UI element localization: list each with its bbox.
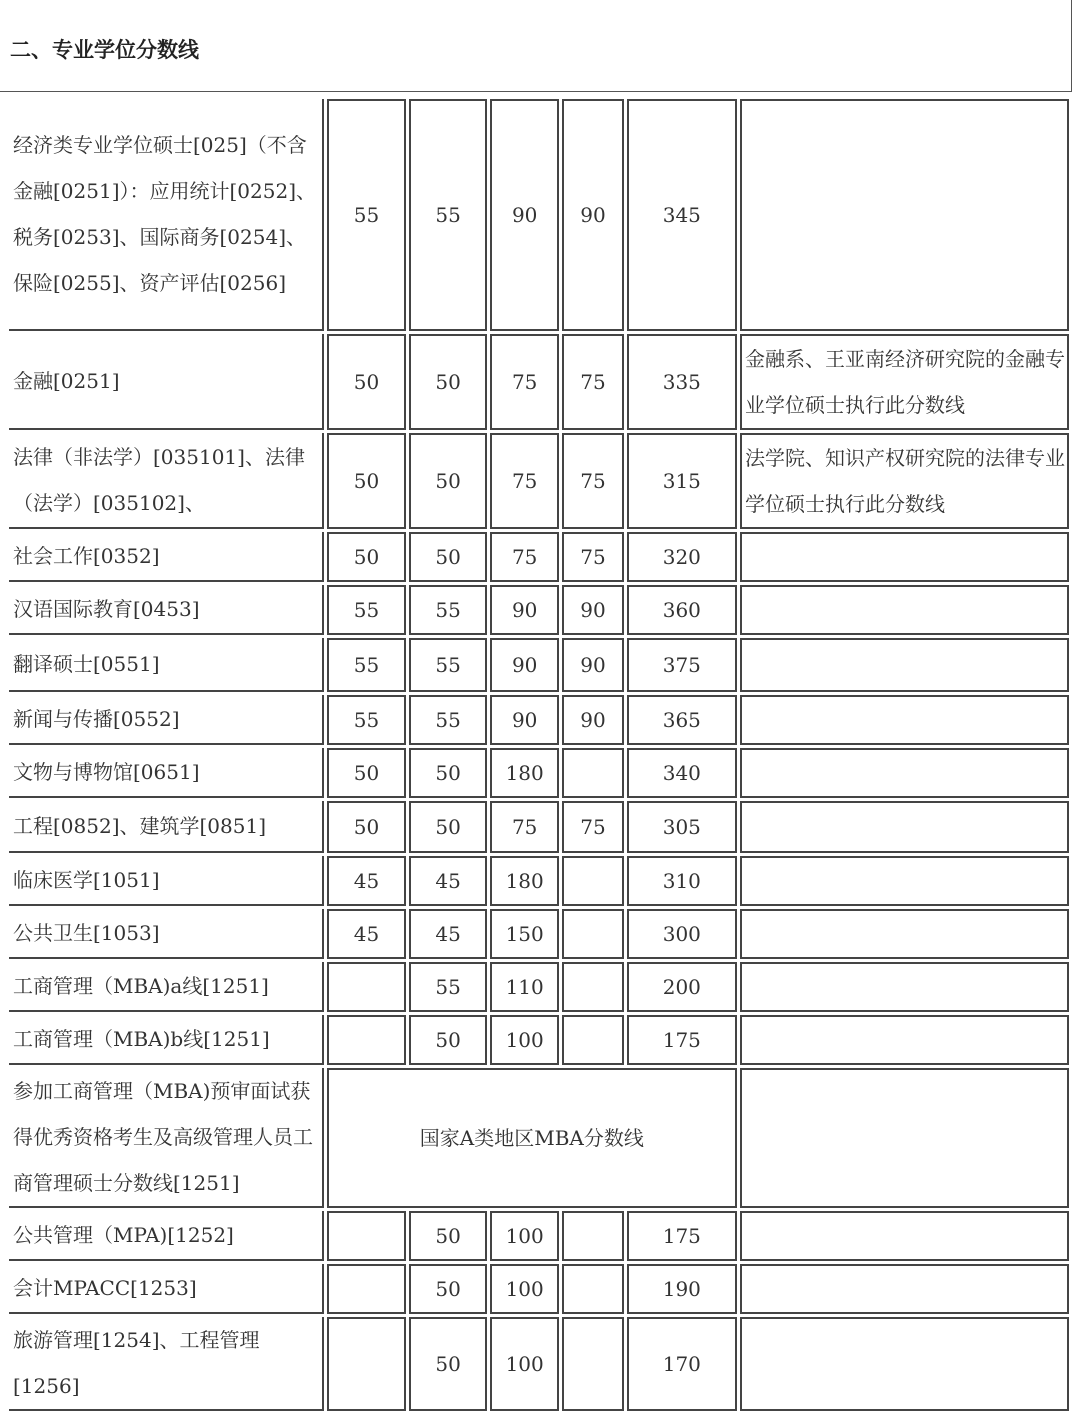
section-title: 二、专业学位分数线: [10, 38, 199, 62]
score-cell-1: 50: [327, 748, 407, 798]
score-cell-3: 90: [490, 99, 559, 331]
note-cell: [740, 99, 1069, 331]
score-cell-4: [562, 1015, 623, 1065]
table-row: [9, 909, 1069, 959]
score-cell-1: 55: [327, 695, 407, 745]
total-score-cell: 375: [627, 638, 737, 692]
score-cell-4: [562, 856, 623, 906]
score-cell-3: 110: [490, 962, 559, 1012]
program-name-cell: 金融[0251]: [9, 334, 324, 430]
program-name-cell: 社会工作[0352]: [9, 532, 324, 582]
note-cell: [740, 638, 1069, 692]
total-score-cell: 345: [627, 99, 737, 331]
score-cell-2: 55: [409, 695, 487, 745]
note-cell: [740, 695, 1069, 745]
note-cell: 法学院、知识产权研究院的法律专业学位硕士执行此分数线: [740, 433, 1069, 529]
total-score-cell: 305: [627, 801, 737, 853]
score-cell-3: 90: [490, 695, 559, 745]
score-cell-4: 75: [562, 801, 623, 853]
total-score-cell: 365: [627, 695, 737, 745]
table-row: [9, 748, 1069, 798]
table-row: [9, 1264, 1069, 1314]
table-row: [9, 695, 1069, 745]
score-cell-1: 50: [327, 801, 407, 853]
note-cell: [740, 748, 1069, 798]
table-row: [9, 1211, 1069, 1261]
program-name-cell: 会计MPACC[1253]: [9, 1264, 324, 1314]
score-cell-1: 55: [327, 585, 407, 635]
note-cell: [740, 532, 1069, 582]
program-name-cell: 法律（非法学）[035101]、法律（法学）[035102]、: [9, 433, 324, 529]
note-cell: 金融系、王亚南经济研究院的金融专业学位硕士执行此分数线: [740, 334, 1069, 430]
score-cell-1: 55: [327, 99, 407, 331]
score-cell-3: 75: [490, 801, 559, 853]
program-name-cell: 旅游管理[1254]、工程管理[1256]: [9, 1317, 324, 1411]
score-cell-4: 90: [562, 585, 623, 635]
score-cell-3: 75: [490, 532, 559, 582]
total-score-cell: 200: [627, 962, 737, 1012]
total-score-cell: 320: [627, 532, 737, 582]
score-cell-4: 75: [562, 433, 623, 529]
score-cell-1: 50: [327, 334, 407, 430]
score-cell-1: [327, 962, 407, 1012]
table-row: [9, 585, 1069, 635]
score-cell-2: 55: [409, 99, 487, 331]
score-cell-1: [327, 1015, 407, 1065]
score-cell-2: 45: [409, 909, 487, 959]
score-cell-3: 75: [490, 334, 559, 430]
score-cell-4: [562, 909, 623, 959]
score-cell-3: 100: [490, 1211, 559, 1261]
score-cell-4: [562, 1264, 623, 1314]
table-row: [9, 638, 1069, 692]
total-score-cell: 310: [627, 856, 737, 906]
score-cell-2: 50: [409, 1211, 487, 1261]
score-table: [6, 96, 1072, 1414]
score-cell-1: 50: [327, 433, 407, 529]
score-cell-3: 180: [490, 856, 559, 906]
program-name-cell: 临床医学[1051]: [9, 856, 324, 906]
score-cell-3: 100: [490, 1264, 559, 1314]
score-cell-4: [562, 962, 623, 1012]
program-name-cell: 汉语国际教育[0453]: [9, 585, 324, 635]
score-cell-4: [562, 748, 623, 798]
score-cell-4: 90: [562, 99, 623, 331]
score-cell-4: [562, 1211, 623, 1261]
score-cell-2: 50: [409, 801, 487, 853]
table-row: [9, 1015, 1069, 1065]
program-name-cell: 工商管理（MBA)a线[1251]: [9, 962, 324, 1012]
score-cell-3: 100: [490, 1317, 559, 1411]
score-cell-2: 55: [409, 962, 487, 1012]
total-score-cell: 340: [627, 748, 737, 798]
score-cell-3: 90: [490, 638, 559, 692]
table-row: [9, 1068, 1069, 1208]
program-name-cell: 工程[0852]、建筑学[0851]: [9, 801, 324, 853]
score-cell-2: 45: [409, 856, 487, 906]
total-score-cell: 360: [627, 585, 737, 635]
table-row: [9, 962, 1069, 1012]
score-cell-2: 50: [409, 334, 487, 430]
score-cell-4: 90: [562, 638, 623, 692]
total-score-cell: 170: [627, 1317, 737, 1411]
program-name-cell: 参加工商管理（MBA)预审面试获得优秀资格考生及高级管理人员工商管理硕士分数线[1251]: [9, 1068, 324, 1208]
program-name-cell: 文物与博物馆[0651]: [9, 748, 324, 798]
score-cell-1: [327, 1264, 407, 1314]
section-header: [0, 0, 1072, 92]
score-cell-1: 50: [327, 532, 407, 582]
program-name-cell: 公共卫生[1053]: [9, 909, 324, 959]
program-name-cell: 经济类专业学位硕士[025]（不含金融[0251]）：应用统计[0252]、税务[0253]、国际商务[0254]、保险[0255]、资产评估[0256]: [9, 99, 324, 331]
score-cell-3: 100: [490, 1015, 559, 1065]
score-cell-4: 75: [562, 334, 623, 430]
total-score-cell: 300: [627, 909, 737, 959]
note-cell: [740, 585, 1069, 635]
score-cell-3: 75: [490, 433, 559, 529]
score-cell-3: 150: [490, 909, 559, 959]
score-cell-2: 50: [409, 1015, 487, 1065]
score-cell-2: 55: [409, 638, 487, 692]
score-cell-1: 45: [327, 856, 407, 906]
table-row: [9, 801, 1069, 853]
total-score-cell: 335: [627, 334, 737, 430]
score-cell-1: [327, 1211, 407, 1261]
score-cell-4: [562, 1317, 623, 1411]
score-cell-1: [327, 1317, 407, 1411]
score-cell-1: 55: [327, 638, 407, 692]
total-score-cell: 175: [627, 1015, 737, 1065]
score-cell-3: 90: [490, 585, 559, 635]
score-table-body: [9, 99, 1069, 1411]
note-cell: [740, 1211, 1069, 1261]
score-cell-2: 50: [409, 1317, 487, 1411]
table-row: [9, 856, 1069, 906]
score-cell-3: 180: [490, 748, 559, 798]
score-cell-4: 90: [562, 695, 623, 745]
total-score-cell: 315: [627, 433, 737, 529]
note-cell: [740, 1317, 1069, 1411]
score-cell-2: 50: [409, 532, 487, 582]
program-name-cell: 工商管理（MBA)b线[1251]: [9, 1015, 324, 1065]
score-cell-2: 50: [409, 433, 487, 529]
note-cell: [740, 801, 1069, 853]
table-row: [9, 334, 1069, 430]
note-cell: [740, 856, 1069, 906]
note-cell: [740, 1015, 1069, 1065]
table-row: [9, 1317, 1069, 1411]
note-cell: [740, 962, 1069, 1012]
total-score-cell: 190: [627, 1264, 737, 1314]
program-name-cell: 新闻与传播[0552]: [9, 695, 324, 745]
score-cell-2: 50: [409, 1264, 487, 1314]
note-cell: [740, 1068, 1069, 1208]
note-cell: [740, 909, 1069, 959]
score-cell-2: 55: [409, 585, 487, 635]
note-cell: [740, 1264, 1069, 1314]
program-name-cell: 翻译硕士[0551]: [9, 638, 324, 692]
table-row: [9, 99, 1069, 331]
total-score-cell: 175: [627, 1211, 737, 1261]
score-cell-2: 50: [409, 748, 487, 798]
table-row: [9, 433, 1069, 529]
score-cell-1: 45: [327, 909, 407, 959]
program-name-cell: 公共管理（MPA)[1252]: [9, 1211, 324, 1261]
merged-score-cell: 国家A类地区MBA分数线: [327, 1068, 737, 1208]
table-row: [9, 532, 1069, 582]
score-cell-4: 75: [562, 532, 623, 582]
